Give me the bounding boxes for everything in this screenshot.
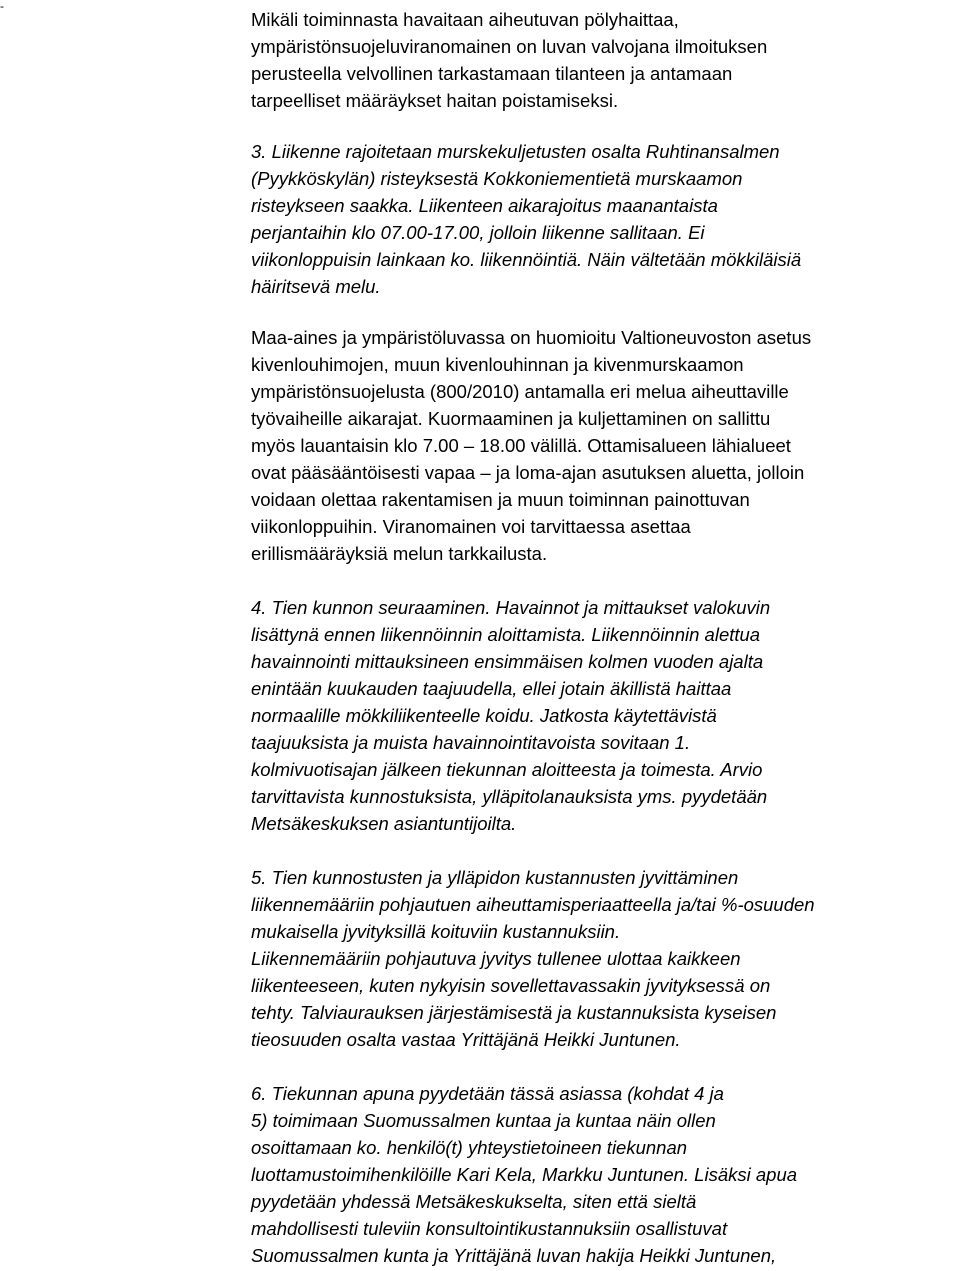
document-page [251, 6, 959, 1269]
paragraph-dust-control: Mikäli toiminnasta havaitaan aiheutuvan pölyhaittaa, ympäristönsuojeluviranomainen on luvan valvojana ilmoituksen perusteella velvollinen tarkastamaan tilanteen ja antamaan tarpeelliset määräykset haitan poistamiseksi. [251, 9, 768, 111]
paragraph-item-3-traffic-restriction: 3. Liikenne rajoitetaan murskekuljetusten osalta Ruhtinansalmen (Pyykköskylän) risteyksestä Kokkoniementietä murskaamon risteykseen saakka. Liikenteen aikarajoitus maanantaista perjantaihin klo 07.00-17.00, jolloin liikenne sallitaan. Ei viikonloppuisin lainkaan ko. liikennöintiä. Näin vältetään mökkiläisiä häiritsevä melu. [251, 141, 802, 297]
paragraph-item-4-road-monitoring: 4. Tien kunnon seuraaminen. Havainnot ja mittaukset valokuvin lisättynä ennen liikennöinnin aloittamista. Liikennöinnin alettua havainnointi mittauksineen ensimmäisen kolmen vuoden ajalta enintään kuukauden taajuudella, ellei jotain äkillistä haittaa normaalille mökkiliikenteelle koidu. Jatkosta käytettävistä taajuuksista ja muista havainnointitavoista sovitaan 1. kolmivuotisajan jälkeen tiekunnan aloitteesta ja toimesta. Arvio tarvittavista kunnostuksista, ylläpitolanauksista yms. pyydetään Metsäkeskuksen asiantuntijoilta. [251, 597, 771, 834]
paragraph-item-5-cost-allocation: 5. Tien kunnostusten ja ylläpidon kustannusten jyvittäminen liikennemääriin pohjautuen aiheuttamisperiaatteella ja/tai %-osuuden mukaisella jyvityksillä koituviin kustannuksiin. Liikennemääriin pohjautuva jyvitys tullenee ulottaa kaikkeen liikenteeseen, kuten nykyisin sovellettavassakin jyvityksessä on tehty. Talviaurauksen järjestämisestä ja kustannuksista kyseisen tieosuuden osalta vastaa Yrittäjänä Heikki Juntunen. [251, 867, 815, 1050]
paragraph-item-6-municipality-help: 6. Tiekunnan apuna pyydetään tässä asiassa (kohdat 4 ja 5) toimimaan Suomussalmen kuntaa ja kuntaa näin ollen osoittamaan ko. henkilö(t) yhteystietoineen tiekunnan luottamustoimihenkilöille Kari Kela, Markku Juntunen. Lisäksi apua pyydetään yhdessä Metsäkeskukselta, siten että sieltä mahdollisesti tuleviin konsultointikustannuksiin osallistuvat Suomussalmen kunta ja Yrittäjänä luvan hakija Heikki Juntunen, [251, 1083, 798, 1266]
page-corner-mark: - [0, 0, 4, 13]
paragraph-noise-regulation: Maa-aines ja ympäristöluvassa on huomioitu Valtioneuvoston asetus kivenlouhimojen, muun kivenlouhinnan ja kivenmurskaamon ympäristönsuojelusta (800/2010) antamalla eri melua aiheuttaville työvaiheille aikarajat. Kuormaaminen ja kuljettaminen on sallittu myös lauantaisin klo 7.00 – 18.00 välillä. Ottamisalueen lähialueet ovat pääsääntöisesti vapaa – ja loma-ajan asutuksen aluetta, jolloin voidaan olettaa rakentamisen ja muun toiminnan painottuvan viikonloppuihin. Viranomainen voi tarvittaessa asettaa erillismääräyksiä melun tarkkailusta. [251, 327, 812, 564]
